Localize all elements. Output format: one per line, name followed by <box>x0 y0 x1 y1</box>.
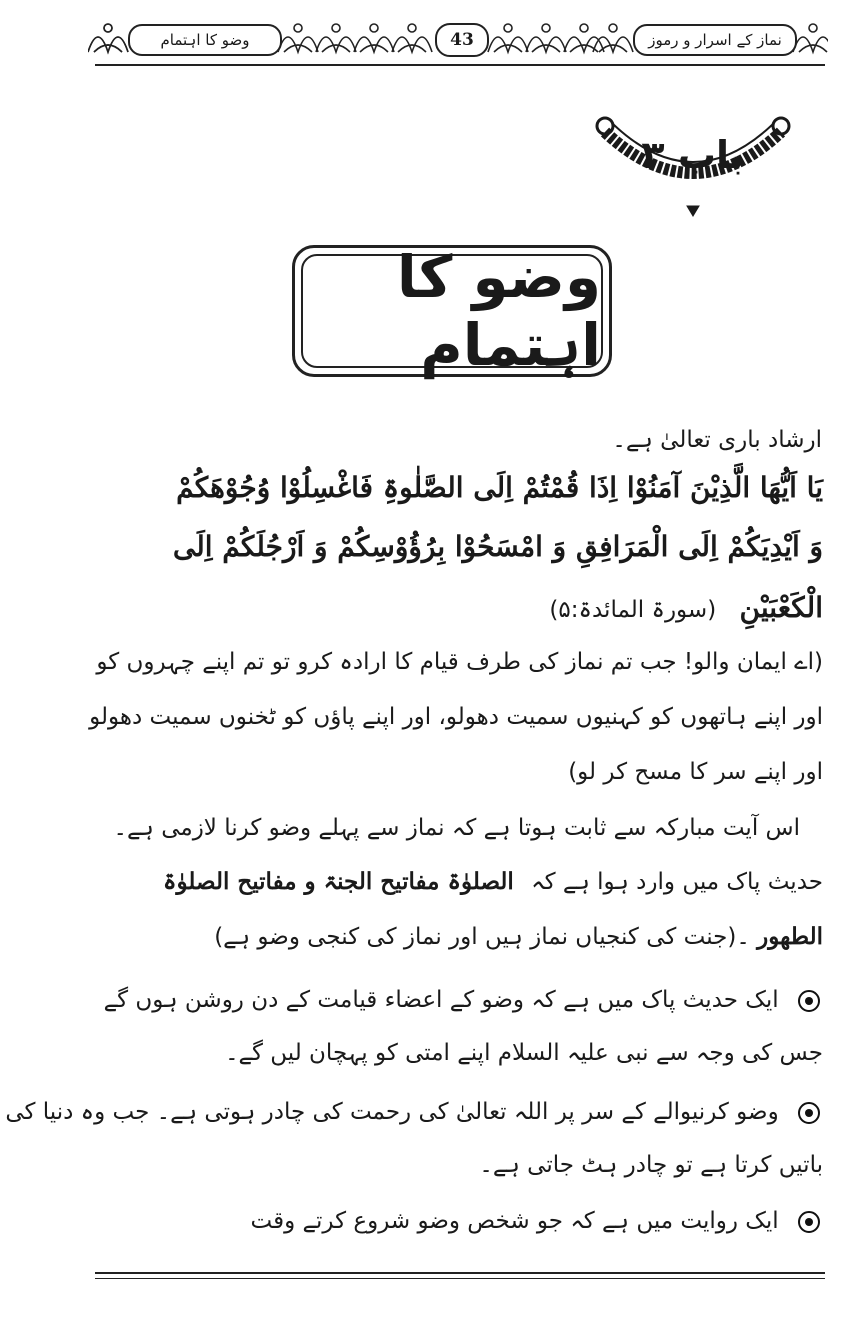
bullet-item-3 <box>100 1201 820 1241</box>
verse-line-3 <box>400 588 823 630</box>
bullet-2-line-2: باتیں کرتا ہے تو چادر ہٹ جاتی ہے۔ <box>479 1152 823 1178</box>
page-header <box>88 14 828 60</box>
translation-line-1: (اے ایمان والو! جب تم نماز کی طرف قیام کا ارادہ کرو تو تم اپنے چہروں کو <box>96 649 823 675</box>
verse-line-2: وَ اَیْدِیَکُمْ اِلَی الْمَرَافِقِ وَ امْسَحُوْا بِرُؤُوْسِکُمْ وَ اَرْجُلَکُمْ اِلَی <box>172 530 823 563</box>
chapter-label: باب ۳ <box>641 133 745 177</box>
verse-reference: (سورۃ المائدۃ:۵) <box>549 597 717 623</box>
paragraph-1: اس آیت مبارکہ سے ثابت ہوتا ہے کہ نماز سے پہلے وضو کرنا لازمی ہے۔ <box>113 815 800 841</box>
bullet-2-line-1: وضو کرنیوالے کے سر پر اللہ تعالیٰ کی رحمت کی چادر ہوتی ہے۔ جب وہ دنیا کی <box>5 1099 779 1125</box>
footer-divider-thin <box>95 1278 825 1279</box>
hadith-intro: حدیث پاک میں وارد ہوا ہے کہ <box>531 869 823 895</box>
circle-bullet-icon <box>798 1211 820 1233</box>
bullet-1-line-2: جس کی وجہ سے نبی علیہ السلام اپنے امتی کو پہچان لیں گے۔ <box>225 1040 823 1066</box>
footer-divider <box>95 1272 825 1274</box>
header-book-title: نماز کے اسرار و رموز <box>633 24 797 56</box>
bullet-item-1 <box>100 980 820 1020</box>
bullet-item-2 <box>5 1092 820 1132</box>
bullet-3-line-1: ایک روایت میں ہے کہ جو شخص وضو شروع کرتے وقت <box>250 1208 779 1234</box>
verse-ending: الْکَعْبَیْنِ <box>739 591 823 624</box>
circle-bullet-icon <box>798 990 820 1012</box>
hadith-line-1 <box>95 862 823 902</box>
translation-line-2: اور اپنے ہاتھوں کو کہنیوں سمیت دھولو، اور اپنے پاؤں کو ٹخنوں سمیت دھولو <box>89 704 823 730</box>
hadith-arabic-2: الطھور <box>757 923 823 950</box>
hadith-line-2 <box>214 917 823 957</box>
bullet-1-line-1: ایک حدیث پاک میں ہے کہ وضو کے اعضاء قیامت کے دن روشن ہوں گے <box>103 987 779 1013</box>
header-chapter-title: وضو کا اہتمام <box>128 24 282 56</box>
page-number: 43 <box>435 23 489 57</box>
chapter-title: وضو کا اہتمام <box>301 254 603 368</box>
intro-text: ارشاد باری تعالیٰ ہے۔ <box>612 427 822 453</box>
hadith-translation: ۔(جنت کی کنجیاں نماز ہیں اور نماز کی کنجی وضو ہے) <box>214 924 750 950</box>
chapter-title-frame <box>292 245 612 377</box>
verse-line-1: یَا اَیُّھَا الَّذِیْنَ آمَنُوْا اِذَا قُمْتُمْ اِلَی الصَّلٰوۃِ فَاغْسِلُوْا وُجُوْھَکُمْ <box>176 471 823 504</box>
circle-bullet-icon <box>798 1102 820 1124</box>
translation-line-3: اور اپنے سر کا مسح کر لو) <box>568 759 823 785</box>
header-divider <box>95 64 825 66</box>
hadith-arabic-1: الصلوٰۃ مفاتیح الجنۃ و مفاتیح الصلوٰۃ <box>163 868 514 895</box>
